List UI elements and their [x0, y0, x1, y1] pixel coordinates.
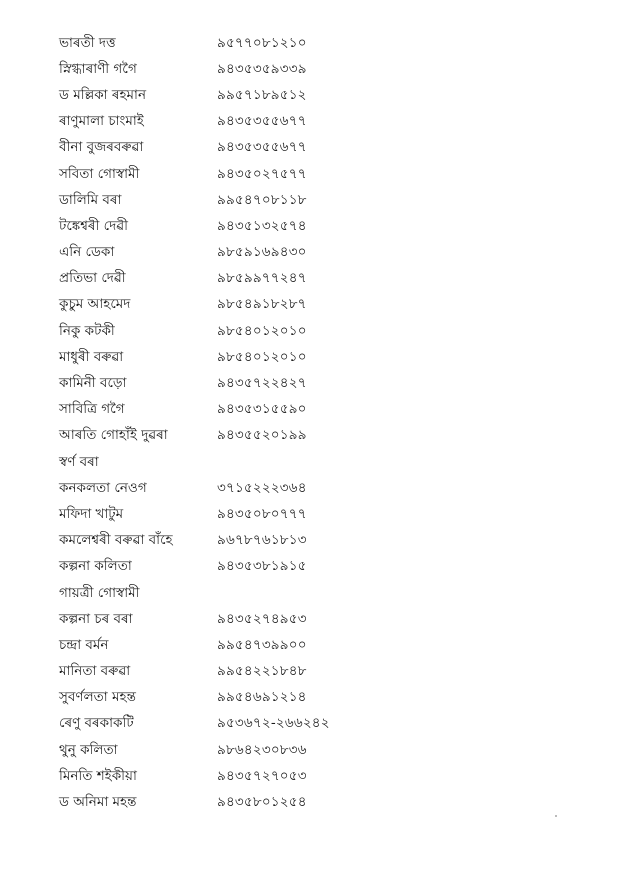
contact-name: ৰাণুমালা চাংমাই	[59, 113, 144, 130]
contact-row	[59, 161, 579, 187]
contact-phone: ৯৫৩৬৭২-২৬৬২৪২	[217, 715, 330, 732]
contact-phone: ৯৫৭৭০৮১২১০	[217, 34, 307, 51]
contact-row	[59, 659, 579, 685]
contact-name: কনকলতা নেওগ	[59, 479, 147, 496]
contact-name: মাধুৰী বৰুৱা	[59, 348, 124, 365]
contact-name: ডালিমি বৰা	[59, 191, 122, 208]
contact-row	[59, 370, 579, 396]
contact-name: ড মল্লিকা ৰহমান	[59, 86, 147, 103]
contact-row	[59, 109, 579, 135]
contact-name: কামিনী বড়ো	[59, 375, 127, 392]
contact-phone: ৯৮৬৪২৩০৮৩৬	[217, 741, 307, 758]
contact-row	[59, 344, 579, 370]
contact-name: মিনতি শইকীয়া	[59, 767, 137, 784]
contact-name: আৰতি গোহাঁই দুৱৰা	[59, 427, 168, 444]
contact-row	[59, 292, 579, 318]
contact-name: স্বৰ্ণ বৰা	[59, 453, 99, 470]
contact-phone: ৯৬৭৮৭৬১৮১৩	[217, 532, 307, 549]
contact-phone: ৯৯৫৭১৮৯৫১২	[217, 86, 307, 103]
contact-name: প্ৰতিভা দেৱী	[59, 270, 126, 287]
contact-name: চন্দ্ৰা বৰ্মন	[59, 636, 109, 653]
contact-name: বীনা বুজৰবৰুৱা	[59, 139, 144, 156]
contact-row	[59, 56, 579, 82]
contact-phone: ৯৮৫৯৯৭৭২৪৭	[217, 270, 307, 287]
contact-row	[59, 213, 579, 239]
contact-name: মফিদা খাটুম	[59, 505, 124, 522]
contact-phone: ৯৪৩৫৩৫৯৩৩৯	[217, 60, 307, 77]
contact-phone: ৯৪৩৫৭২৭০৫৩	[217, 767, 307, 784]
contact-row	[59, 737, 579, 763]
contact-name: ড অনিমা মহন্ত	[59, 794, 137, 811]
scan-speck	[555, 815, 557, 817]
contact-phone: ৯৮৫৪০১২০১০	[217, 322, 307, 339]
contact-phone: ৯৪৩৫৫২০১৯৯	[217, 427, 307, 444]
contact-row	[59, 240, 579, 266]
contact-name: কল্পনা চৰ বৰা	[59, 610, 133, 627]
contact-name: সাবিত্ৰি গগৈ	[59, 401, 125, 418]
contact-phone: ৯৪৩৫৩৫৫৬৭৭	[217, 139, 307, 156]
contact-row	[59, 397, 579, 423]
contact-name: কমলেশ্বৰী বৰুৱা বাঁহে	[59, 532, 173, 549]
contact-phone: ৯৪৩৫৮০১২৫৪	[217, 794, 307, 811]
contact-row	[59, 187, 579, 213]
contact-name: সবিতা গোস্বামী	[59, 165, 140, 182]
contact-name: গায়ত্ৰী গোস্বামী	[59, 584, 140, 601]
contact-row	[59, 135, 579, 161]
contact-row	[59, 606, 579, 632]
contact-phone: ৯৪৩৫৩৮১৯১৫	[217, 558, 307, 575]
contact-row	[59, 82, 579, 108]
contact-phone: ৯৪৩৫২৭৪৯৫৩	[217, 610, 307, 627]
contact-row	[59, 475, 579, 501]
contact-phone: ৯৪৩৫৩৫৫৬৭৭	[217, 113, 307, 130]
contact-row	[59, 266, 579, 292]
contact-phone: ৯৮৫৯১৬৯৪৩০	[217, 244, 307, 261]
contact-phone: ৯৪৩৫৭২২৪২৭	[217, 375, 307, 392]
contact-row	[59, 632, 579, 658]
contact-phone: ৯৯৫৪২২১৮৪৮	[217, 663, 307, 680]
contact-row	[59, 501, 579, 527]
contact-phone: ৯৯৫৪৭৩৯৯০০	[217, 636, 307, 653]
contact-row	[59, 554, 579, 580]
contact-row	[59, 580, 579, 606]
contact-phone: ৯৮৫৪৯১৮২৮৭	[217, 296, 307, 313]
contact-phone: ৯৪৩৫৩১৫৫৯০	[217, 401, 307, 418]
contact-phone: ৯৮৫৪০১২০১০	[217, 348, 307, 365]
contact-name: ভাৰতী দত্ত	[59, 34, 116, 51]
contact-row	[59, 711, 579, 737]
contact-row	[59, 30, 579, 56]
contact-row	[59, 789, 579, 815]
contact-name: টঙ্কেশ্বৰী দেৱী	[59, 217, 129, 234]
contact-row	[59, 449, 579, 475]
contact-name: নিকু কটকী	[59, 322, 115, 339]
contact-phone: ৩৭১৫২২২৩৬৪	[217, 479, 307, 496]
contact-list	[59, 30, 579, 816]
contact-row	[59, 685, 579, 711]
contact-name: মানিতা বৰুৱা	[59, 663, 131, 680]
contact-name: স্নিগ্ধাৰাণী গগৈ	[59, 60, 137, 77]
contact-row	[59, 528, 579, 554]
contact-phone: ৯৪৩৫১৩২৫৭৪	[217, 217, 307, 234]
contact-row	[59, 423, 579, 449]
contact-name: এনি ডেকা	[59, 244, 115, 261]
contact-name: কল্পনা কলিতা	[59, 558, 132, 575]
contact-phone: ৯৯৫৪৭০৮১১৮	[217, 191, 307, 208]
contact-row	[59, 318, 579, 344]
contact-name: ৰেণু বৰকাকটি	[59, 715, 134, 732]
contact-name: থুনু কলিতা	[59, 741, 118, 758]
contact-name: কুচুম আহমেদ	[59, 296, 131, 313]
contact-phone: ৯৪৩৫০৮০৭৭৭	[217, 505, 307, 522]
contact-name: সুবৰ্ণলতা মহন্ত	[59, 689, 136, 706]
contact-phone: ৯৪৩৫০২৭৫৭৭	[217, 165, 307, 182]
contact-phone: ৯৯৫৪৬৯১২১৪	[217, 689, 307, 706]
contact-row	[59, 763, 579, 789]
